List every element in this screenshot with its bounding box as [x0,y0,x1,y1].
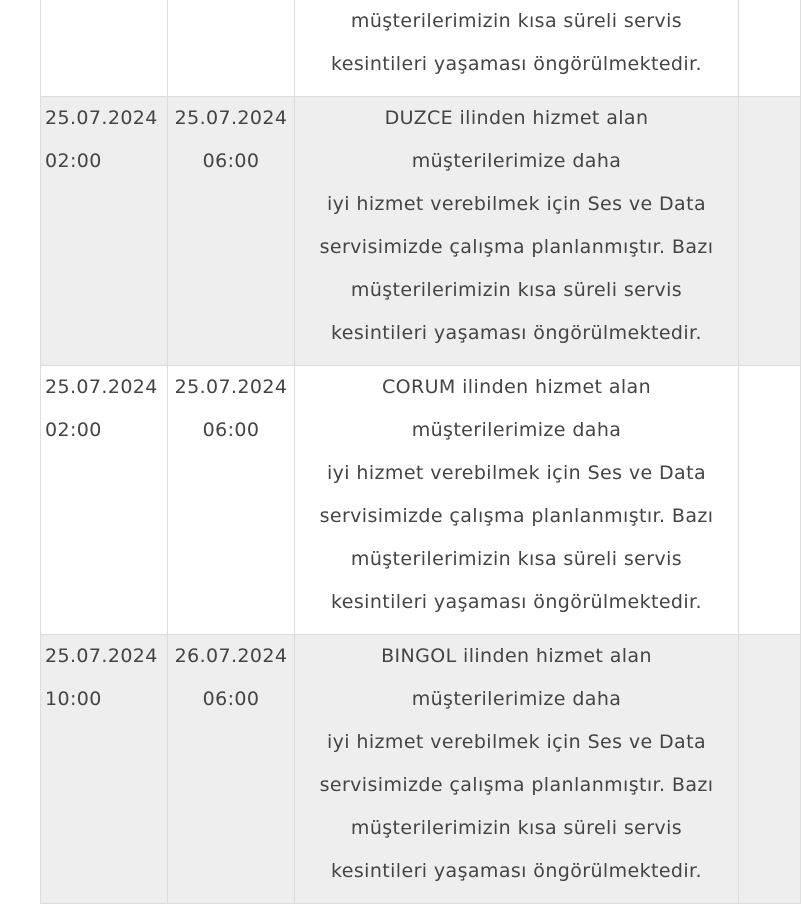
extra-cell [739,97,801,366]
description-line: müşterilerimize daha [411,688,622,710]
description-line: BINGOL ilinden hizmet alan [381,645,652,667]
description-cell [295,635,739,904]
description-line: kesintileri yaşaması öngörülmektedir. [331,53,702,75]
description-line: kesintileri yaşaması öngörülmektedir. [331,591,702,613]
description-cell [295,0,739,97]
start-datetime-cell [41,0,168,97]
end-date: 26.07.2024 [174,645,288,667]
description-line: müşterilerimizin kısa süreli servis [350,10,683,32]
description-line: iyi hizmet verebilmek için Ses ve Data [326,462,706,484]
description-cell [295,366,739,635]
start-datetime-cell [41,97,168,366]
description-line: servisimizde çalışma planlanmıştır. Bazı [319,774,714,796]
description-line: servisimizde çalışma planlanmıştır. Bazı [319,236,714,258]
table-row [41,635,801,904]
description-line: müşterilerimize daha [411,419,622,441]
description-line: müşterilerimize daha [411,150,622,172]
start-datetime-cell [41,366,168,635]
table-row [41,0,801,97]
description-line: kesintileri yaşaması öngörülmektedir. [331,322,702,344]
description-line: iyi hizmet verebilmek için Ses ve Data [326,731,706,753]
end-datetime-cell [168,0,295,97]
end-datetime-cell [168,97,295,366]
description-line: DUZCE ilinden hizmet alan [384,107,649,129]
start-date: 25.07.2024 [45,645,158,667]
start-datetime-cell [41,635,168,904]
end-datetime-cell [168,366,295,635]
extra-cell [739,635,801,904]
description-line: müşterilerimizin kısa süreli servis [350,279,683,301]
description-line: kesintileri yaşaması öngörülmektedir. [331,860,702,882]
table-row [41,366,801,635]
start-time: 10:00 [45,688,102,710]
end-date: 25.07.2024 [174,107,288,129]
description-line: CORUM ilinden hizmet alan [381,376,652,398]
extra-cell [739,0,801,97]
description-line: iyi hizmet verebilmek için Ses ve Data [326,193,706,215]
end-time: 06:00 [202,150,260,172]
description-cell [295,97,739,366]
table-row [41,97,801,366]
start-time: 02:00 [45,150,102,172]
extra-cell [739,366,801,635]
start-date: 25.07.2024 [45,107,158,129]
end-date: 25.07.2024 [174,376,288,398]
start-date: 25.07.2024 [45,376,158,398]
end-time: 06:00 [202,419,260,441]
description-line: müşterilerimizin kısa süreli servis [350,548,683,570]
start-time: 02:00 [45,419,102,441]
description-line: servisimizde çalışma planlanmıştır. Bazı [319,505,714,527]
end-datetime-cell [168,635,295,904]
end-time: 06:00 [202,688,260,710]
description-line: müşterilerimizin kısa süreli servis [350,817,683,839]
maintenance-table [40,0,801,904]
